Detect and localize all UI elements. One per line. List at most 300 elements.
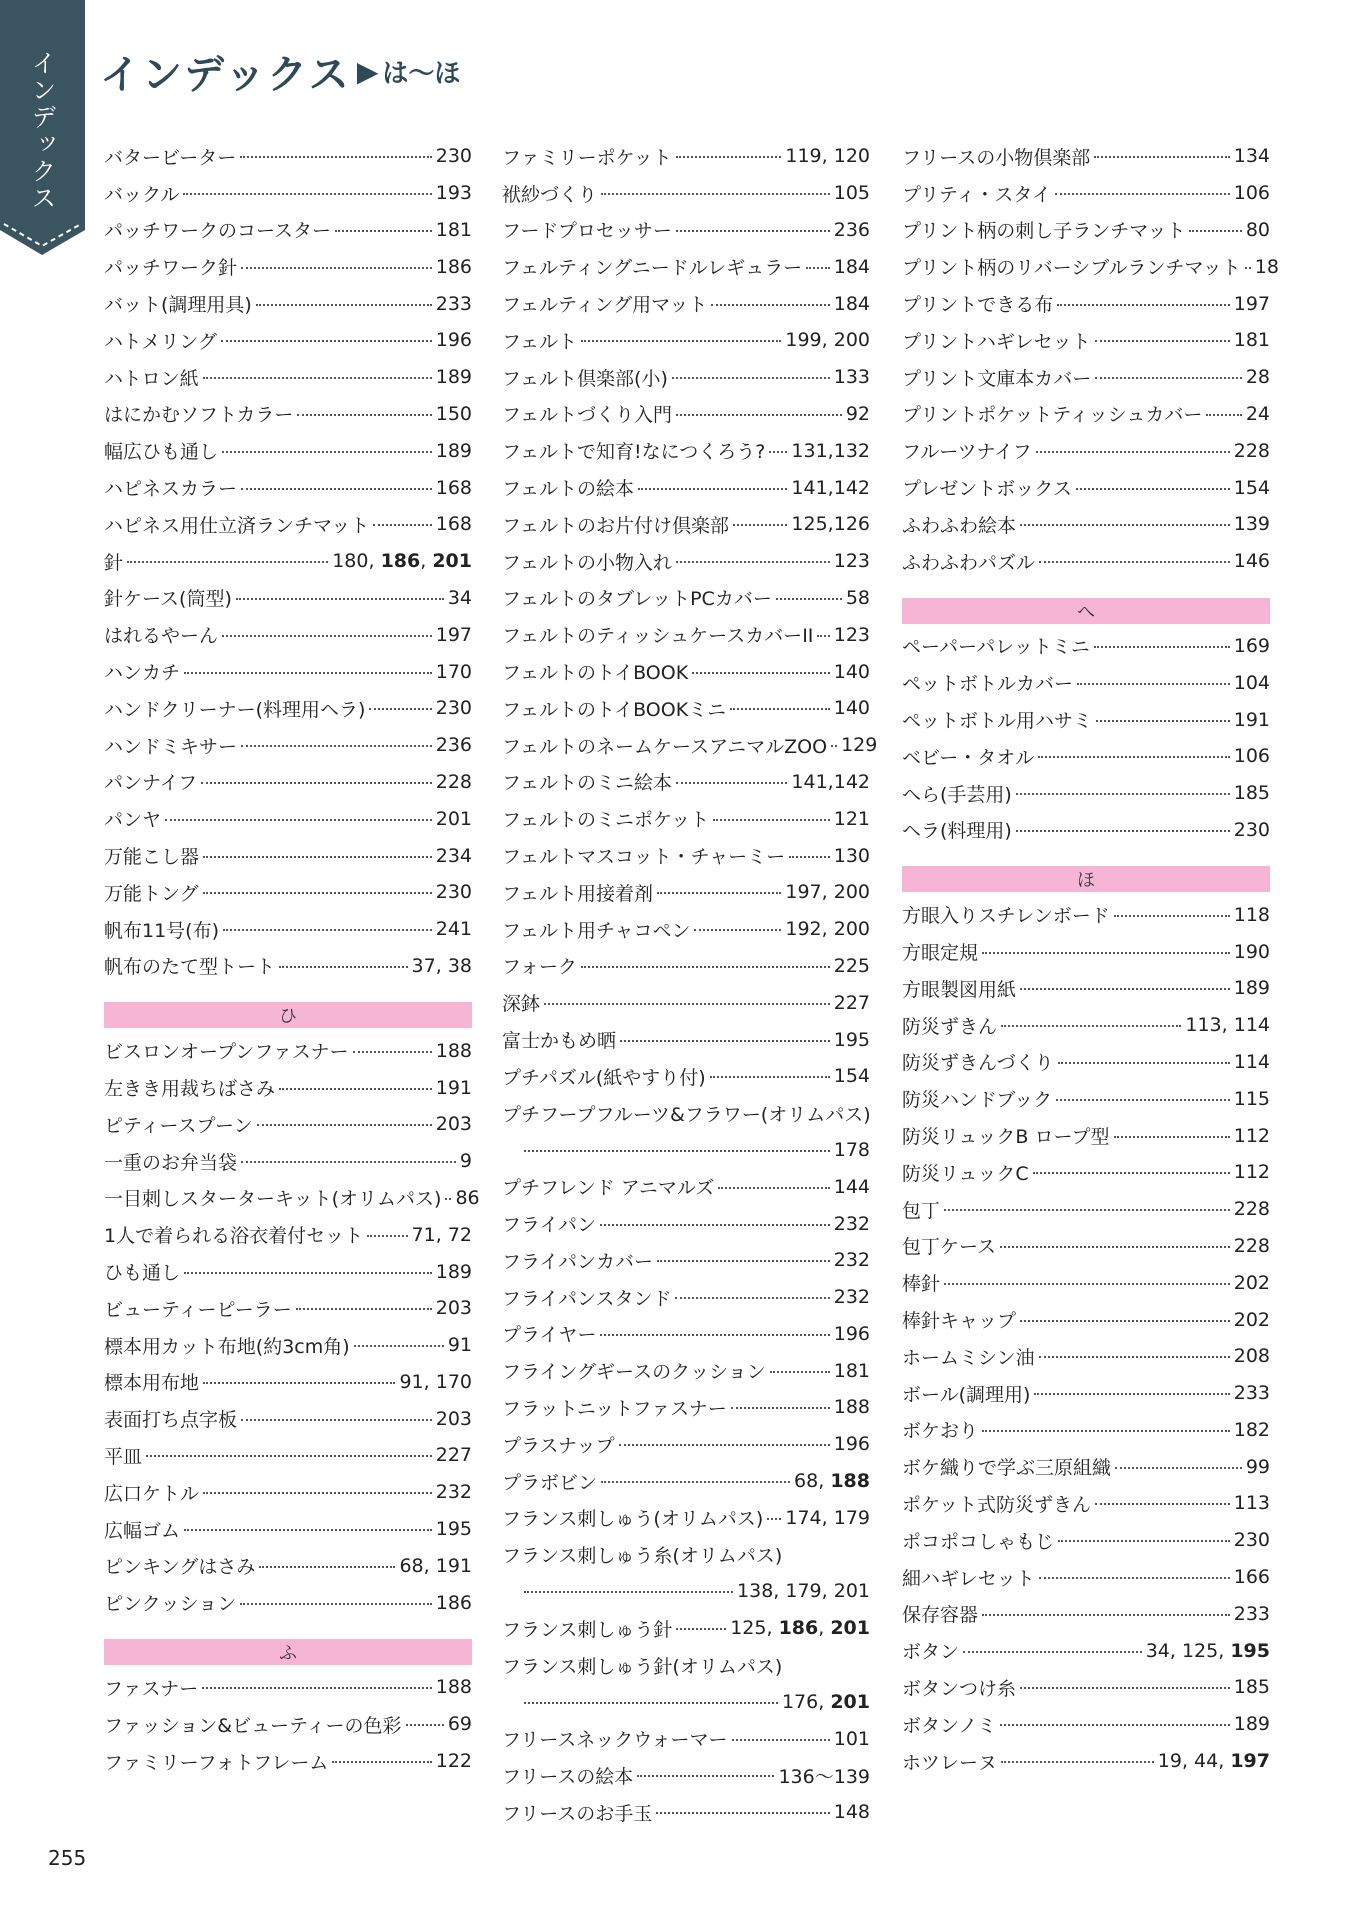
dot-leader xyxy=(221,340,432,342)
dot-leader xyxy=(146,1455,432,1457)
dot-leader xyxy=(241,1161,456,1163)
index-entry xyxy=(902,138,1270,175)
index-entry xyxy=(502,1720,870,1757)
entry-pages xyxy=(436,1040,472,1062)
entry-label: プレゼントボックス xyxy=(902,478,1073,501)
entry-label: 防災ずきん xyxy=(902,1015,998,1038)
entry-label: プラボビン xyxy=(502,1471,598,1494)
dot-leader xyxy=(296,1308,432,1310)
dot-leader xyxy=(713,819,830,821)
index-entry xyxy=(502,727,878,764)
page-ref: 190 xyxy=(1233,940,1270,963)
page-ref: 113 xyxy=(1233,1492,1270,1515)
index-entry xyxy=(104,1253,472,1290)
dot-leader xyxy=(1095,1503,1230,1505)
dot-leader xyxy=(619,1444,830,1446)
dot-leader xyxy=(1020,1687,1230,1689)
entry-pages: 180, 186, 201 xyxy=(332,550,472,573)
entry-label: 袱紗づくり xyxy=(502,183,598,206)
page-title xyxy=(100,46,460,96)
entry-pages xyxy=(436,1592,472,1614)
page-ref: 203 xyxy=(435,1113,472,1136)
page-ref: 38 xyxy=(447,954,472,977)
entry-pages: 71, 72 xyxy=(411,1223,472,1246)
dot-leader xyxy=(676,414,842,416)
entry-label: フェルト用接着剤 xyxy=(502,882,654,905)
index-entry xyxy=(902,1412,1270,1449)
entry-label: ひも通し xyxy=(104,1262,181,1284)
index-entry xyxy=(902,396,1270,433)
entry-pages xyxy=(834,1213,870,1235)
entry-label: プリント柄のリバーシブルランチマット xyxy=(902,257,1241,280)
dot-leader xyxy=(676,230,830,232)
dot-leader xyxy=(711,304,829,306)
index-entry xyxy=(104,837,472,874)
dot-leader xyxy=(732,1739,830,1741)
dot-leader xyxy=(1055,193,1230,195)
page-ref: 189 xyxy=(1233,1713,1270,1736)
entry-label: ピティースプーン xyxy=(104,1114,253,1137)
dot-leader xyxy=(1094,156,1229,158)
page-ref: 233 xyxy=(1233,1602,1270,1625)
page-ref: 68 xyxy=(794,1470,819,1493)
entry-pages xyxy=(834,1396,870,1418)
dot-leader xyxy=(222,635,432,637)
page-ref: 196 xyxy=(833,1322,870,1345)
index-entry xyxy=(902,248,1279,285)
entry-pages xyxy=(834,1360,870,1382)
index-entry xyxy=(902,469,1270,506)
entry-label: フェルトのお片付け倶楽部 xyxy=(502,514,730,537)
dot-leader xyxy=(1020,988,1230,990)
dot-leader xyxy=(544,1003,830,1005)
entry-label: ふわふわパズル xyxy=(902,551,1036,574)
index-entry xyxy=(502,1463,870,1500)
entry-label: ホツレーヌ xyxy=(902,1751,998,1774)
dot-leader xyxy=(240,156,431,158)
entry-pages xyxy=(455,1187,479,1209)
index-entry xyxy=(502,1242,870,1279)
entry-label: 広口ケトル xyxy=(104,1482,200,1505)
dot-leader xyxy=(279,1088,432,1090)
page-ref: 188 xyxy=(833,1396,870,1419)
dot-leader xyxy=(601,193,830,195)
page-ref: 34 xyxy=(1145,1639,1170,1662)
page-ref: 174 xyxy=(785,1506,822,1529)
entry-pages xyxy=(846,587,870,609)
dot-leader xyxy=(1001,1761,1154,1763)
page-ref: 188 xyxy=(435,1039,472,1062)
entry-label: ハトメリング xyxy=(104,330,218,353)
entry-label: へら(手芸用) xyxy=(902,783,1012,806)
index-entry xyxy=(502,690,870,727)
page-ref: 199 xyxy=(785,329,822,352)
entry-label: プリティ・スタイ xyxy=(902,183,1051,206)
index-entry xyxy=(902,933,1270,970)
page-ref-bold: 201 xyxy=(830,1690,870,1713)
entry-label: ペットボトルカバー xyxy=(902,673,1074,696)
entry-label: 方眼定規 xyxy=(902,942,979,965)
page-ref: 120 xyxy=(833,145,870,168)
dot-leader xyxy=(767,1518,781,1520)
entry-pages xyxy=(1234,145,1270,167)
dot-leader xyxy=(982,952,1230,954)
index-entry xyxy=(104,1706,472,1743)
title-arrow-icon: ▶ xyxy=(356,54,379,88)
entry-label: 針 xyxy=(104,551,124,574)
index-entry xyxy=(902,432,1270,469)
entry-label: 棒針 xyxy=(902,1273,941,1296)
entry-pages xyxy=(834,1176,870,1198)
dot-leader xyxy=(718,1187,829,1189)
dot-leader xyxy=(1114,1136,1230,1138)
page-ref: 228 xyxy=(1233,439,1270,462)
index-entry xyxy=(502,764,870,801)
entry-pages xyxy=(436,1518,472,1540)
dot-leader xyxy=(369,708,431,710)
dot-leader xyxy=(202,1687,431,1689)
entry-pages xyxy=(834,182,870,204)
dot-leader xyxy=(1245,267,1251,269)
entry-pages xyxy=(834,256,870,278)
page-ref: 176 xyxy=(781,1690,819,1713)
page-ref: 236 xyxy=(833,218,870,241)
entry-pages: 176, 201 xyxy=(781,1690,870,1713)
index-entry xyxy=(502,1610,870,1647)
entry-label: 1人で着られる浴衣着付セット xyxy=(104,1225,364,1248)
dot-leader xyxy=(332,1761,431,1763)
index-entry xyxy=(502,580,870,617)
page-ref: 203 xyxy=(435,1407,472,1430)
dot-leader xyxy=(733,524,787,526)
page-ref: 241 xyxy=(435,918,472,941)
index-entry xyxy=(104,248,472,285)
dot-leader xyxy=(203,377,432,379)
entry-pages xyxy=(834,1029,870,1051)
page-ref: 141,142 xyxy=(791,770,870,793)
index-entry xyxy=(104,1743,472,1780)
index-entry xyxy=(902,1669,1270,1706)
entry-pages xyxy=(791,440,870,462)
entry-pages xyxy=(436,1676,472,1698)
index-entry xyxy=(502,1389,870,1426)
index-entry xyxy=(104,616,472,653)
page-ref: 72 xyxy=(447,1223,472,1246)
page-ref: 197 xyxy=(1233,292,1270,315)
page-ref: 121 xyxy=(833,807,870,830)
entry-label: フェルトのタブレットPCカバー xyxy=(502,588,772,611)
entry-pages xyxy=(460,1150,472,1172)
entry-pages xyxy=(778,1762,870,1789)
entry-label: フランス刺しゅう針 xyxy=(502,1618,673,1641)
entry-pages: 19, 44, 197 xyxy=(1157,1750,1270,1773)
entry-pages xyxy=(436,403,472,425)
entry-pages xyxy=(1234,293,1270,315)
index-entry xyxy=(502,616,870,653)
page-ref: 113 xyxy=(1185,1014,1222,1037)
entry-label: バタービーター xyxy=(104,146,237,169)
page-ref: 232 xyxy=(833,1286,870,1309)
entry-pages: 197, 200 xyxy=(785,881,870,904)
entry-label: フェルトマスコット・チャーミー xyxy=(502,846,786,869)
dot-leader xyxy=(789,856,830,858)
entry-label: 深鉢 xyxy=(502,993,541,1016)
index-entry xyxy=(502,469,870,506)
entry-pages xyxy=(834,1065,870,1087)
page-ref-bold: 197 xyxy=(1230,1750,1270,1773)
entry-pages xyxy=(834,219,870,241)
entry-pages xyxy=(1234,904,1270,926)
page-ref: 192 xyxy=(785,918,822,941)
dot-leader xyxy=(1094,646,1230,648)
entry-label: フェルトのネームケースアニマルZOO xyxy=(502,735,828,758)
entry-label: ボケ織りで学ぶ三原組織 xyxy=(902,1457,1112,1480)
entry-pages: 37, 38 xyxy=(411,954,472,977)
entry-pages xyxy=(1234,1309,1270,1331)
entry-pages xyxy=(1234,1125,1270,1147)
index-entry xyxy=(502,212,870,249)
index-entry xyxy=(104,359,472,396)
title-main: インデックス xyxy=(100,51,351,98)
entry-label: 保存容器 xyxy=(902,1604,979,1627)
dot-leader xyxy=(524,1150,830,1152)
page-ref: 203 xyxy=(435,1297,472,1320)
dot-leader xyxy=(581,966,830,968)
index-entry xyxy=(104,1106,472,1143)
index-entry xyxy=(502,1794,870,1831)
entry-label: プチフレンド アニマルズ xyxy=(502,1177,715,1200)
page-ref: 191 xyxy=(435,1076,472,1099)
entry-label: フランス刺しゅう(オリムパス) xyxy=(502,1508,764,1531)
page-ref: 150 xyxy=(435,402,472,425)
entry-label: バット(調理用具) xyxy=(104,294,252,317)
dot-leader xyxy=(203,1492,432,1494)
entry-label: ペーパーパレットミニ xyxy=(902,636,1090,659)
page-ref: 168 xyxy=(435,513,472,536)
entry-label: フェルト用チャコペン xyxy=(502,919,691,942)
index-entry xyxy=(902,812,1270,849)
index-entry xyxy=(104,1216,472,1253)
index-entry xyxy=(902,1007,1270,1044)
entry-label: ヘラ(料理用) xyxy=(902,820,1012,843)
page-ref: 179 xyxy=(833,1506,870,1529)
index-entry xyxy=(104,764,472,801)
dot-leader xyxy=(672,377,830,379)
entry-label: フリースの絵本 xyxy=(502,1765,634,1788)
index-entry xyxy=(502,911,870,948)
entry-label: ピンクッション xyxy=(104,1593,237,1616)
entry-pages: 68, 191 xyxy=(399,1554,472,1577)
index-entry xyxy=(902,1743,1270,1780)
entry-pages xyxy=(1234,329,1270,351)
index-column-1 xyxy=(104,138,480,1779)
entry-pages xyxy=(791,513,870,535)
entry-pages xyxy=(436,661,472,683)
index-entry xyxy=(902,1706,1270,1743)
index-entry xyxy=(104,1400,472,1437)
page-ref: 179 xyxy=(785,1580,822,1603)
entry-label: 標本用布地 xyxy=(104,1372,200,1395)
page-ref: 232 xyxy=(435,1481,472,1504)
dot-leader xyxy=(354,1345,444,1347)
index-entry xyxy=(104,432,472,469)
page-ref: 201 xyxy=(435,807,472,830)
dot-leader xyxy=(240,1603,431,1605)
page-ref: 140 xyxy=(833,697,870,720)
entry-label: フェルトのミニ絵本 xyxy=(502,772,673,795)
page-ref: 133 xyxy=(833,366,870,389)
entry-pages xyxy=(448,1713,472,1735)
entry-label: ファミリーフォトフレーム xyxy=(104,1751,329,1774)
entry-label: ハトロン紙 xyxy=(104,367,199,390)
page-ref: 189 xyxy=(435,366,472,389)
page-ref: 230 xyxy=(1233,818,1270,841)
entry-pages xyxy=(1234,1088,1270,1110)
dot-leader xyxy=(944,1283,1230,1285)
dot-leader xyxy=(831,745,837,747)
page-ref: 86 xyxy=(455,1186,480,1209)
page-ref: 80 xyxy=(1245,218,1270,241)
dot-leader xyxy=(259,1566,395,1568)
page-ref: 170 xyxy=(435,660,472,683)
entry-label: フランス刺しゅう針(オリムパス) xyxy=(502,1655,783,1678)
dot-leader xyxy=(184,672,432,674)
index-entry xyxy=(502,396,870,433)
dot-leader xyxy=(524,1702,778,1704)
dot-leader xyxy=(1077,683,1230,685)
entry-label: 広幅ゴム xyxy=(104,1519,181,1542)
entry-pages xyxy=(1234,182,1270,204)
dot-leader xyxy=(657,892,781,894)
entry-pages xyxy=(834,1323,870,1345)
dot-leader xyxy=(373,524,431,526)
page-ref: 119 xyxy=(785,145,822,168)
page-ref: 185 xyxy=(1233,782,1270,805)
title-subrange: は〜ほ xyxy=(382,58,461,89)
index-entry xyxy=(104,506,472,543)
entry-pages xyxy=(1234,1161,1270,1183)
entry-label: フェルトの小物入れ xyxy=(502,551,673,574)
entry-label: 万能こし器 xyxy=(104,846,200,869)
dot-leader xyxy=(222,451,432,453)
entry-label: 平皿 xyxy=(104,1445,143,1468)
entry-label: パッチワーク針 xyxy=(104,257,238,280)
index-entry xyxy=(104,948,472,985)
page-ref: 184 xyxy=(833,292,870,315)
dot-leader xyxy=(637,1775,774,1777)
index-entry xyxy=(902,1117,1270,1154)
index-entry xyxy=(104,1180,480,1217)
dot-leader xyxy=(601,1481,790,1483)
index-entry xyxy=(104,175,472,212)
index-entry xyxy=(104,690,472,727)
entry-pages xyxy=(1234,782,1270,804)
entry-label: プリントできる布 xyxy=(902,294,1054,317)
page-ref: 228 xyxy=(1233,1234,1270,1257)
page-ref: 233 xyxy=(1233,1382,1270,1405)
dot-leader xyxy=(203,892,432,894)
index-entry xyxy=(902,1264,1270,1301)
dot-leader xyxy=(600,1224,830,1226)
page-ref: 125 xyxy=(730,1617,767,1640)
page-ref: 91 xyxy=(447,1334,472,1357)
entry-pages xyxy=(436,513,472,535)
page-ref: 44 xyxy=(1194,1750,1219,1773)
index-entry xyxy=(104,1032,472,1069)
page-ref: 202 xyxy=(1233,1271,1270,1294)
section-header: へ xyxy=(902,598,1270,624)
page-ref: 125 xyxy=(1181,1639,1219,1662)
dot-leader xyxy=(203,1382,395,1384)
index-entry xyxy=(902,1080,1270,1117)
page-ref: 197 xyxy=(435,623,472,646)
entry-pages xyxy=(846,403,870,425)
page-ref: 138 xyxy=(737,1580,774,1603)
index-entry xyxy=(902,1448,1270,1485)
entry-label: フェルトで知育!なにつくろう? xyxy=(502,441,766,464)
entry-pages: 91, 170 xyxy=(399,1370,472,1393)
dot-leader xyxy=(1000,1246,1230,1248)
dot-leader xyxy=(769,451,787,453)
index-entry xyxy=(902,359,1270,396)
page-ref: 28 xyxy=(1245,366,1270,389)
dot-leader xyxy=(710,1076,830,1078)
page-ref: 69 xyxy=(447,1713,472,1736)
entry-pages xyxy=(1234,1345,1270,1367)
dot-leader xyxy=(730,708,830,710)
page-ref: 232 xyxy=(833,1249,870,1272)
page-ref: 180 xyxy=(332,550,369,573)
entry-pages xyxy=(791,771,870,793)
entry-label: 防災リュックB ロープ型 xyxy=(902,1126,1110,1149)
entry-label: フェルトのティッシュケースカバーII xyxy=(502,625,814,648)
entry-label: ハピネスカラー xyxy=(104,478,238,501)
dot-leader xyxy=(297,414,431,416)
entry-pages xyxy=(834,697,870,719)
page-ref: 195 xyxy=(833,1028,870,1051)
entry-pages xyxy=(834,1249,870,1271)
dot-leader xyxy=(1189,230,1241,232)
page-ref: 122 xyxy=(435,1750,472,1773)
index-entry xyxy=(104,1437,472,1474)
entry-pages xyxy=(1234,1713,1270,1735)
entry-pages xyxy=(1234,1235,1270,1257)
entry-label: ペットボトル用ハサミ xyxy=(902,710,1093,733)
entry-pages: 138, 179, 201 xyxy=(737,1580,870,1603)
index-entry xyxy=(902,322,1270,359)
dot-leader xyxy=(1206,414,1241,416)
entry-label: パンヤ xyxy=(104,809,162,832)
page-ref: 71 xyxy=(411,1223,436,1246)
page-ref: 114 xyxy=(1233,1050,1270,1073)
page-ref: 230 xyxy=(435,145,472,168)
dot-leader xyxy=(657,1260,830,1262)
dot-leader xyxy=(201,782,432,784)
page-ref: 166 xyxy=(1233,1566,1270,1589)
page-ref: 236 xyxy=(435,734,472,757)
page-ref: 131,132 xyxy=(791,439,870,462)
index-entry xyxy=(502,1168,870,1205)
entry-pages xyxy=(436,1408,472,1430)
index-column-2 xyxy=(502,138,878,1831)
page-ref: 105 xyxy=(833,182,870,205)
dot-leader xyxy=(1001,1025,1181,1027)
entry-pages xyxy=(436,697,472,719)
page-ref: 141,142 xyxy=(791,476,870,499)
entry-pages xyxy=(1246,366,1270,388)
entry-pages xyxy=(436,219,472,241)
index-entry xyxy=(104,1364,472,1401)
